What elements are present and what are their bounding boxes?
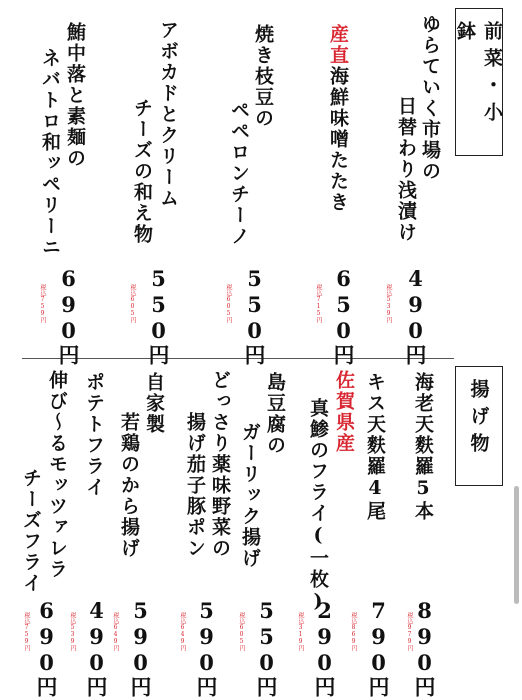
menu-item-name bbox=[62, 22, 88, 169]
menu-item-name bbox=[207, 370, 233, 559]
menu-item-line: 焼き枝豆の bbox=[252, 24, 274, 129]
section-header-zensai-label: 前菜・小鉢 bbox=[454, 21, 503, 129]
menu-item-name bbox=[237, 422, 263, 569]
menu-item-line: 伸び〜るモッツァレラ bbox=[46, 370, 68, 580]
menu-item-name bbox=[129, 98, 155, 245]
menu-item-name bbox=[155, 20, 181, 209]
menu-item-name bbox=[116, 412, 142, 559]
menu-item-line: 日替わり浅漬け bbox=[395, 96, 417, 243]
menu-item-price: 650円 bbox=[331, 266, 356, 366]
menu-item-line: 自家製 bbox=[143, 372, 165, 435]
menu-item-price: 890円 bbox=[412, 598, 437, 698]
menu-item-name bbox=[81, 372, 107, 498]
menu-item-tax: 税込539円 bbox=[69, 612, 76, 651]
menu-item-tax: 税込869円 bbox=[350, 612, 357, 651]
menu-item-tax: 税込539円 bbox=[385, 284, 392, 323]
section-header-agemono bbox=[455, 366, 503, 486]
menu-item-name bbox=[37, 48, 63, 258]
menu-item-line: アボカドとクリーム bbox=[157, 20, 179, 209]
menu-item-name bbox=[331, 370, 357, 454]
menu-item-tax: 税込715円 bbox=[315, 284, 322, 323]
menu-item-line: どっさり薬味野菜の bbox=[209, 370, 231, 559]
section-header-zensai bbox=[455, 8, 503, 156]
menu-item-name bbox=[325, 24, 351, 213]
menu-item-name bbox=[226, 100, 252, 247]
menu-item-line: チーズフライ bbox=[20, 468, 42, 594]
section-divider bbox=[22, 358, 454, 359]
menu-item-tax: 税込979円 bbox=[406, 612, 413, 651]
menu-item-name bbox=[182, 412, 208, 559]
menu-item-line: ガーリック揚げ bbox=[239, 422, 261, 569]
menu-item-line: 海老天麩羅5本 bbox=[412, 372, 434, 522]
menu-item-price: 790円 bbox=[366, 598, 391, 698]
menu-item-tax: 税込605円 bbox=[238, 612, 245, 651]
menu-item-line: ネバトロ和ッペリーニ bbox=[39, 48, 61, 258]
menu-item-price: 490円 bbox=[84, 598, 109, 698]
menu-item-line: ポテトフライ bbox=[83, 372, 105, 498]
menu-item-tax: 税込759円 bbox=[39, 284, 46, 323]
menu-item-line: 真鯵のフライ(一枚) bbox=[307, 398, 329, 614]
menu-item-line: 揚げ茄子豚ポン bbox=[184, 412, 206, 559]
menu-item-price: 690円 bbox=[34, 598, 59, 698]
menu-item-name bbox=[44, 370, 70, 580]
menu-item-name bbox=[410, 372, 436, 522]
menu-item-name bbox=[18, 468, 44, 594]
menu-item-price: 590円 bbox=[194, 598, 219, 698]
menu-item-tax: 税込605円 bbox=[129, 284, 136, 323]
menu-item-name bbox=[141, 372, 167, 435]
menu-item-line: ゆらていく市場の bbox=[419, 14, 441, 182]
menu-item-tax: 税込649円 bbox=[112, 612, 119, 651]
menu-item-highlight: 佐賀県産 bbox=[333, 370, 355, 454]
menu-item-price: 290円 bbox=[312, 598, 337, 698]
menu-item-price: 490円 bbox=[403, 266, 428, 366]
menu-item-line: ペペロンチーノ bbox=[228, 100, 250, 247]
menu-item-line: 島豆腐の bbox=[264, 372, 286, 456]
menu-item-line: 鮪中落と素麺の bbox=[64, 22, 86, 169]
section-header-agemono-label: 揚げ物 bbox=[467, 379, 490, 460]
menu-item-line: 海鮮味噌たたき bbox=[327, 66, 349, 213]
menu-item-tax: 税込319円 bbox=[297, 612, 304, 651]
menu-item-line: 若鶏のから揚げ bbox=[118, 412, 140, 559]
scrollbar-thumb[interactable] bbox=[514, 486, 519, 604]
menu-item-line: キス天麩羅4尾 bbox=[364, 372, 386, 522]
menu-item-line: チーズの和え物 bbox=[131, 98, 153, 245]
menu-item-name bbox=[393, 96, 419, 243]
menu-item-name bbox=[417, 14, 443, 182]
menu-item-price: 690円 bbox=[56, 266, 81, 366]
menu-item-name bbox=[362, 372, 388, 522]
menu-item-name bbox=[305, 398, 331, 614]
menu-item-price: 590円 bbox=[128, 598, 153, 698]
menu-item-price: 550円 bbox=[254, 598, 279, 698]
menu-item-tax: 税込605円 bbox=[225, 284, 232, 323]
menu-item-tax: 税込759円 bbox=[23, 612, 30, 651]
menu-item-highlight: 産直 bbox=[327, 24, 349, 66]
menu-item-name bbox=[262, 372, 288, 456]
menu-item-price: 550円 bbox=[146, 266, 171, 366]
menu-item-price: 550円 bbox=[242, 266, 267, 366]
menu-item-tax: 税込649円 bbox=[179, 612, 186, 651]
menu-item-name bbox=[250, 24, 276, 129]
